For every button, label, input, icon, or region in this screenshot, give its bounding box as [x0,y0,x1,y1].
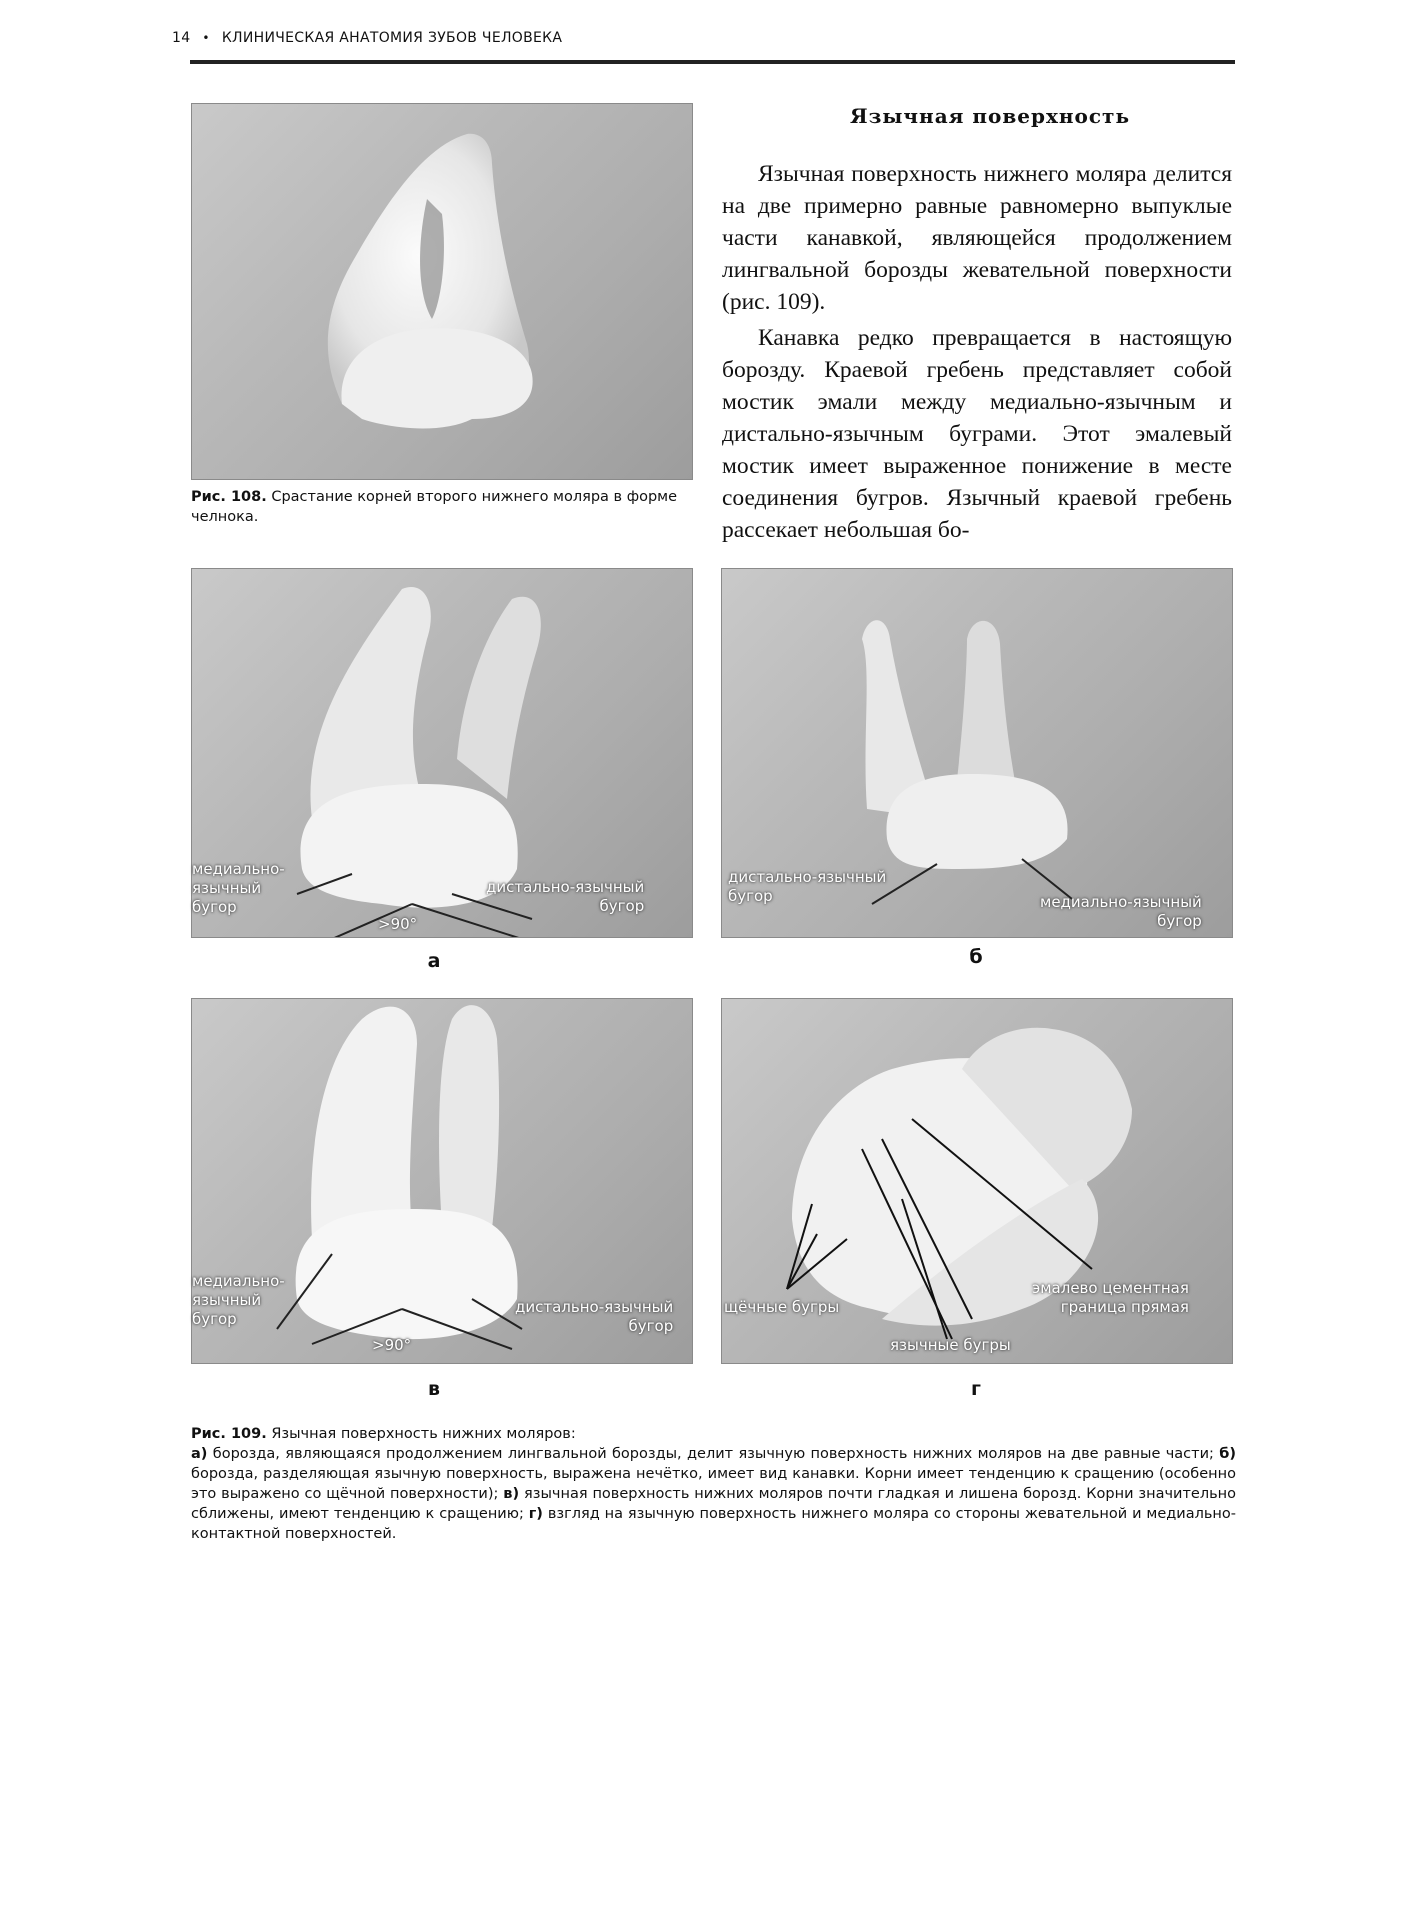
fig109v-label-distal: дистально-язычный бугор [515,1298,674,1335]
running-header [172,26,1232,50]
fig109g-label-cej: эмалево цементная граница прямая [1032,1279,1189,1316]
fig108-label: Рис. 108. [191,489,267,505]
fig109-caption-title: Язычная поверхность нижних моляров: [271,1426,576,1442]
section-title: Язычная поверхность [849,104,1131,128]
fig108-caption [191,487,691,527]
body-text [722,158,1232,546]
paragraph-2: Канавка редко превращается в настоящую борозду. Краевой гребень представляет собой мостик эмали между медиально-язычным и дистально-язычным буграми. Этот эмалевый мостик имеет выраженное понижение в месте соединения бугров. Язычный краевой гребень рассекает небольшая бо- [722,325,1232,543]
fig109b-label-mesial: медиально-язычный бугор [1040,893,1202,930]
fig109-item-a-mark: а) [191,1446,208,1462]
fig109b-letter: б [969,946,983,968]
header-rule [190,60,1235,64]
fig109b-label-distal: дистально-язычный бугор [728,868,887,905]
fig109g-letter: г [971,1378,981,1400]
fig108-photo [191,103,693,480]
fig109-item-g-mark: г) [528,1506,543,1522]
fig109a-label-mesial: медиально- язычный бугор [192,860,285,916]
fig109v-letter: в [427,1378,441,1400]
fig109-item-b-text: борозда, разделяющая язычную поверхность, выражена нечётко, имеет вид канавки. Корни имеет тенденцию к сращению (особенно это выражено со щёчной поверхности); [191,1466,1236,1502]
fig109v-label-angle: >90° [372,1336,412,1354]
fig108-caption-text: Срастание корней второго нижнего моляра в форме челнока. [191,489,678,525]
fig109-caption [191,1424,1236,1544]
fig109-item-v-mark: в) [503,1486,520,1502]
fig109-label: Рис. 109. [191,1426,267,1442]
fig109-item-b-mark: б) [1219,1446,1237,1462]
fig109g-label-buccal: щёчные бугры [724,1298,840,1316]
book-title: КЛИНИЧЕСКАЯ АНАТОМИЯ ЗУБОВ ЧЕЛОВЕКА [221,30,563,46]
paragraph-1: Язычная поверхность нижнего моляра делится на две примерно равные равномерно выпуклые части канавкой, являющейся продолжением лингвальной борозды жевательной поверхности (рис. 109). [722,161,1232,315]
fig109a-letter: а [427,950,441,972]
fig109-item-a-text: борозда, являющаяся продолжением лингвальной борозды, делит язычную поверхность нижних моляров на две равные части; [212,1446,1214,1462]
fig109-item-v-text: язычная поверхность нижних моляров почти гладкая и лишена борозд. Корни значительно сближены, имеют тенденцию к сращению; [191,1486,1237,1522]
header-bullet: • [202,31,210,45]
tooth-fused-roots-illustration [192,104,692,479]
fig109a-label-distal: дистально-язычный бугор [486,878,645,915]
fig109g-label-lingual: язычные бугры [890,1336,1011,1354]
fig109a-label-angle: >90° [378,915,418,933]
fig109-item-g-text: взгляд на язычную поверхность нижнего моляра со стороны жевательной и медиально-контактной поверхностей. [191,1506,1236,1542]
fig109v-label-mesial: медиально- язычный бугор [192,1272,285,1328]
page-number: 14 [172,30,191,46]
